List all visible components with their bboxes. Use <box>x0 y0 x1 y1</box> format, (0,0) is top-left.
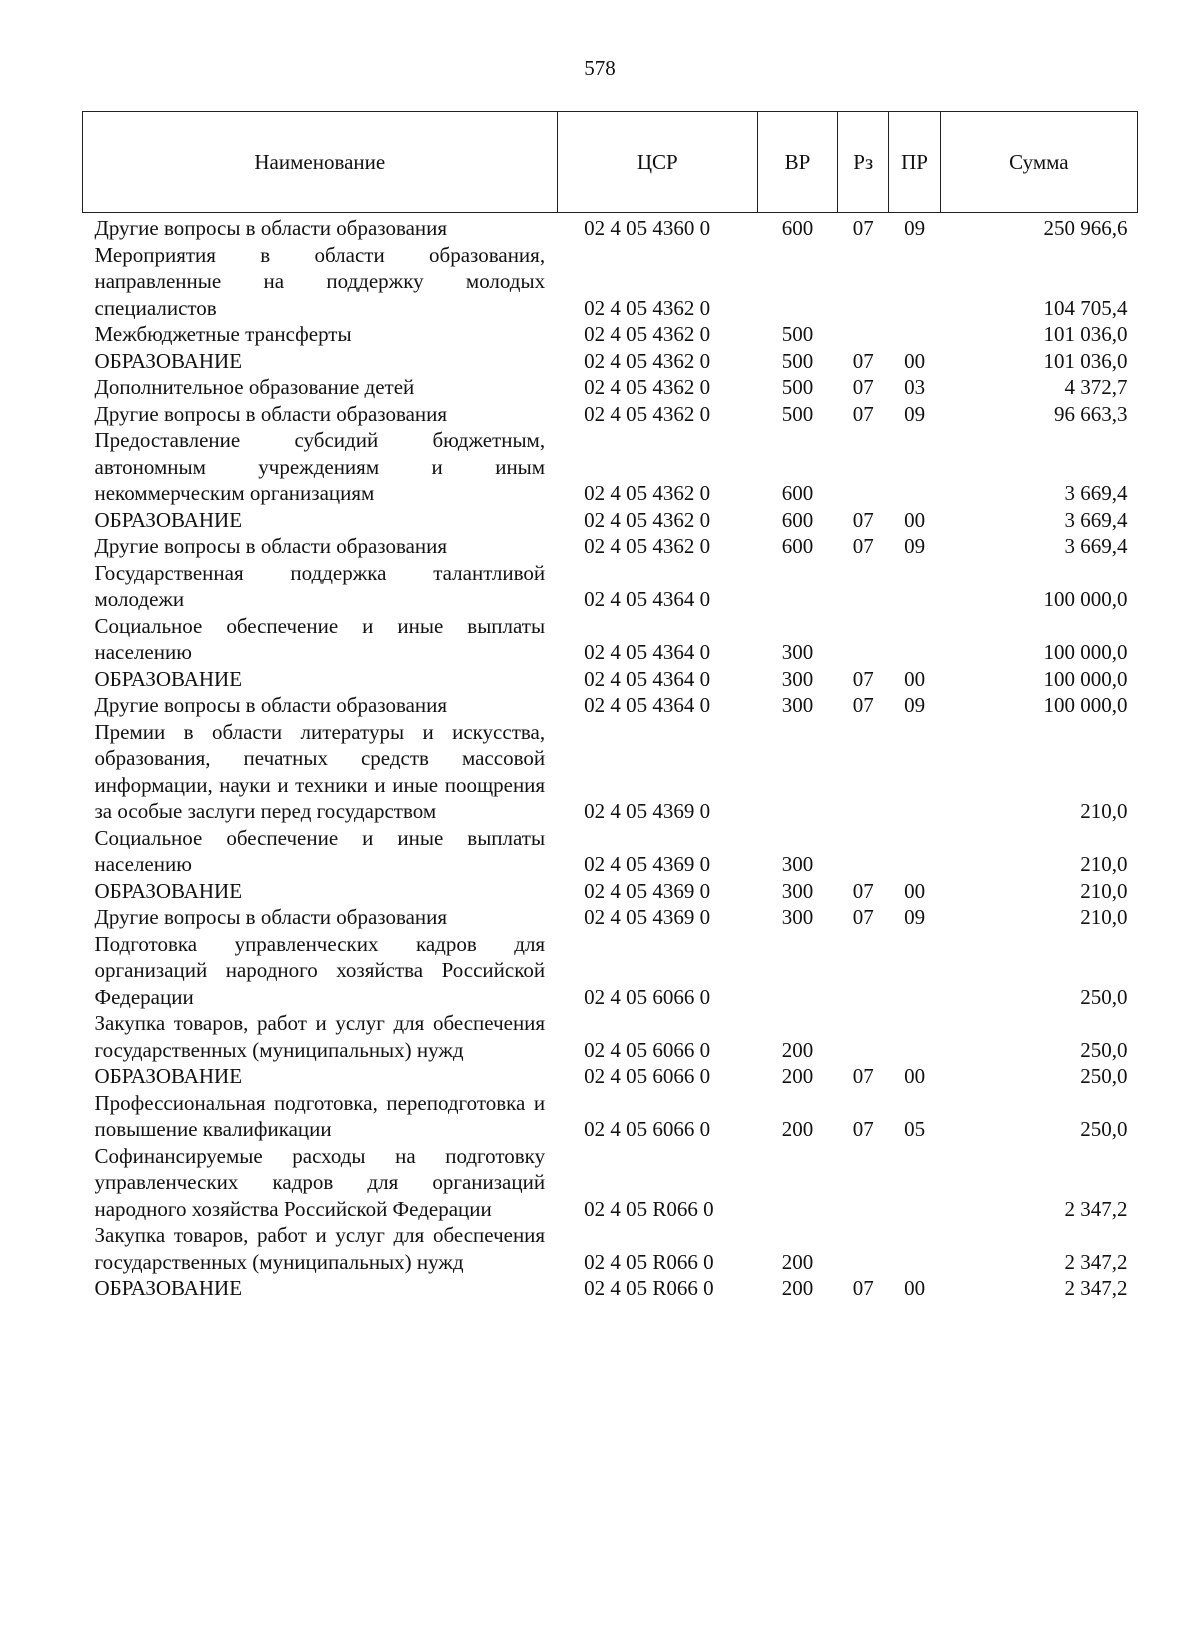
row-pr <box>889 825 940 878</box>
row-sum: 101 036,0 <box>1043 322 1128 346</box>
header-csr: ЦСР <box>557 112 757 213</box>
row-csr: 02 4 05 4364 0 <box>584 640 711 664</box>
table-row <box>83 533 1138 560</box>
row-pr: 00 <box>904 666 926 691</box>
row-name <box>83 878 558 905</box>
table-row <box>83 666 1138 693</box>
row-vr: 300 <box>781 878 814 903</box>
row-csr: 02 4 05 4369 0 <box>584 852 711 876</box>
row-name-text: Закупка товаров, работ и услуг для обеспечения государственных (муниципальных) нужд <box>94 1011 546 1062</box>
row-csr: 02 4 05 6066 0 <box>584 1037 711 1062</box>
row-vr <box>757 242 837 322</box>
row-vr: 200 <box>781 1117 814 1141</box>
row-vr: 500 <box>781 375 814 399</box>
row-name <box>83 1143 558 1223</box>
row-name <box>83 931 558 1011</box>
row-csr: 02 4 05 4362 0 <box>584 401 711 426</box>
row-pr: 09 <box>904 401 926 426</box>
table-header <box>83 112 1138 213</box>
row-csr: 02 4 05 4362 0 <box>584 507 711 532</box>
row-sum: 3 669,4 <box>1064 534 1128 558</box>
row-rz: 07 <box>852 1064 874 1088</box>
table-row <box>83 507 1138 534</box>
row-pr: 00 <box>904 1276 926 1300</box>
row-pr: 09 <box>904 216 926 240</box>
row-name-text: Межбюджетные трансферты <box>94 322 352 346</box>
row-csr: 02 4 05 R066 0 <box>584 1249 714 1274</box>
row-name <box>83 507 558 534</box>
row-vr: 500 <box>781 348 814 373</box>
row-csr: 02 4 05 4362 0 <box>584 481 711 505</box>
row-rz: 07 <box>852 216 874 240</box>
row-sum: 3 669,4 <box>1064 481 1128 505</box>
row-csr: 02 4 05 4362 0 <box>584 534 711 558</box>
row-vr: 300 <box>781 852 814 876</box>
table-row <box>83 1063 1138 1090</box>
row-rz <box>838 1010 889 1063</box>
row-csr: 02 4 05 4362 0 <box>584 295 711 320</box>
row-sum: 4 372,7 <box>1064 375 1128 399</box>
row-name-text: Другие вопросы в области образования <box>94 216 448 240</box>
row-rz: 07 <box>852 693 874 717</box>
row-rz <box>838 931 889 1011</box>
row-name-text: Социальное обеспечение и иные выплаты населению <box>94 825 546 876</box>
row-name <box>83 242 558 322</box>
row-name-text: Другие вопросы в области образования <box>94 905 448 929</box>
row-sum: 250,0 <box>1080 1117 1128 1141</box>
row-csr: 02 4 05 4362 0 <box>584 375 711 399</box>
row-name <box>83 904 558 931</box>
row-sum: 250,0 <box>1080 1064 1128 1088</box>
row-sum: 2 347,2 <box>1064 1196 1128 1221</box>
row-name-text: Профессиональная подготовка, переподготовка и повышение квалификации <box>94 1090 546 1141</box>
row-sum: 210,0 <box>1080 878 1128 903</box>
row-name-text: ОБРАЗОВАНИЕ <box>94 1276 243 1300</box>
table-row <box>83 213 1138 242</box>
row-pr <box>889 242 940 322</box>
row-vr: 200 <box>781 1037 814 1062</box>
row-rz <box>838 427 889 507</box>
row-vr <box>757 931 837 1011</box>
row-sum: 250,0 <box>1080 1037 1128 1062</box>
row-rz <box>838 242 889 322</box>
row-csr: 02 4 05 4364 0 <box>584 666 711 691</box>
row-csr: 02 4 05 4362 0 <box>584 322 711 346</box>
row-sum: 210,0 <box>1080 905 1128 929</box>
row-pr: 00 <box>904 348 926 373</box>
row-pr: 09 <box>904 534 926 558</box>
table-row <box>83 427 1138 507</box>
row-rz <box>838 321 889 348</box>
table-row <box>83 1090 1138 1143</box>
row-name-text: ОБРАЗОВАНИЕ <box>94 1064 243 1088</box>
row-sum: 250,0 <box>1080 984 1128 1009</box>
row-name-text: Другие вопросы в области образования <box>94 401 448 426</box>
row-name <box>83 1010 558 1063</box>
row-csr: 02 4 05 6066 0 <box>584 1117 711 1141</box>
row-sum: 100 000,0 <box>1043 693 1128 717</box>
header-sum: Сумма <box>940 112 1137 213</box>
table-row <box>83 1143 1138 1223</box>
row-rz <box>838 719 889 825</box>
row-vr: 300 <box>781 905 814 929</box>
table-row <box>83 719 1138 825</box>
row-sum: 101 036,0 <box>1043 348 1128 373</box>
table-row <box>83 692 1138 719</box>
row-sum: 96 663,3 <box>1054 401 1128 426</box>
row-name <box>83 1090 558 1143</box>
header-vr: ВР <box>757 112 837 213</box>
row-rz: 07 <box>852 348 874 373</box>
row-name-text: Государственная поддержка талантливой молодежи <box>94 560 546 611</box>
row-pr: 09 <box>904 693 926 717</box>
row-csr: 02 4 05 6066 0 <box>584 984 711 1009</box>
row-name <box>83 427 558 507</box>
row-name-text: Другие вопросы в области образования <box>94 693 448 717</box>
row-name-text: ОБРАЗОВАНИЕ <box>94 878 243 903</box>
row-name <box>83 613 558 666</box>
row-csr: 02 4 05 4360 0 <box>584 216 711 240</box>
row-sum: 104 705,4 <box>1043 295 1128 320</box>
row-rz: 07 <box>852 401 874 426</box>
row-vr: 200 <box>781 1064 814 1088</box>
row-sum: 2 347,2 <box>1064 1276 1128 1300</box>
row-csr: 02 4 05 4369 0 <box>584 905 711 929</box>
row-rz <box>838 825 889 878</box>
row-name <box>83 666 558 693</box>
row-pr: 05 <box>904 1117 926 1141</box>
row-rz: 07 <box>852 666 874 691</box>
row-csr: 02 4 05 R066 0 <box>584 1196 714 1221</box>
row-pr <box>889 321 940 348</box>
row-name-text: Закупка товаров, работ и услуг для обеспечения государственных (муниципальных) нужд <box>94 1223 546 1274</box>
row-pr <box>889 719 940 825</box>
row-name-text: Другие вопросы в области образования <box>94 534 448 558</box>
row-vr <box>757 560 837 613</box>
row-sum: 250 966,6 <box>1043 216 1128 240</box>
row-name <box>83 719 558 825</box>
row-name <box>83 321 558 348</box>
row-rz: 07 <box>852 878 874 903</box>
row-vr: 600 <box>781 534 814 558</box>
row-rz <box>838 1143 889 1223</box>
row-rz: 07 <box>852 507 874 532</box>
table-row <box>83 348 1138 375</box>
table-row <box>83 904 1138 931</box>
row-pr <box>889 613 940 666</box>
row-pr <box>889 1222 940 1275</box>
row-name <box>83 401 558 428</box>
row-rz: 07 <box>852 1117 874 1141</box>
row-name <box>83 1222 558 1275</box>
row-rz <box>838 1222 889 1275</box>
row-rz <box>838 560 889 613</box>
header-rz: Рз <box>838 112 889 213</box>
header-name: Наименование <box>83 112 558 213</box>
row-sum: 210,0 <box>1080 799 1128 823</box>
table-body <box>83 213 1138 1302</box>
row-name <box>83 825 558 878</box>
row-name-text: ОБРАЗОВАНИЕ <box>94 507 243 532</box>
row-name <box>83 692 558 719</box>
row-vr <box>757 719 837 825</box>
row-pr <box>889 1143 940 1223</box>
row-name-text: Премии в области литературы и искусства, образования, печатных средств массовой информации, науки и техники и иные поощрения за особые заслуги перед государством <box>94 719 546 823</box>
table-row <box>83 321 1138 348</box>
row-name-text: Социальное обеспечение и иные выплаты населению <box>94 613 546 664</box>
row-pr: 00 <box>904 878 926 903</box>
row-name-text: Мероприятия в области образования, направленные на поддержку молодых специалистов <box>94 242 546 320</box>
row-rz: 07 <box>852 534 874 558</box>
row-sum: 2 347,2 <box>1064 1249 1128 1274</box>
row-pr <box>889 931 940 1011</box>
row-pr <box>889 560 940 613</box>
row-csr: 02 4 05 4369 0 <box>584 799 711 823</box>
table-row <box>83 242 1138 322</box>
row-csr: 02 4 05 4362 0 <box>584 348 711 373</box>
row-vr: 500 <box>781 322 814 346</box>
row-sum: 3 669,4 <box>1064 507 1128 532</box>
table-row <box>83 560 1138 613</box>
row-name <box>83 374 558 401</box>
row-vr: 200 <box>781 1249 814 1274</box>
row-name <box>83 560 558 613</box>
row-name-text: Предоставление субсидий бюджетным, автономным учреждениям и иным некоммерческим организациям <box>94 428 546 505</box>
table-row <box>83 878 1138 905</box>
header-row <box>83 112 1138 213</box>
row-name-text: Подготовка управленческих кадров для организаций народного хозяйства Российской Федерации <box>94 931 546 1009</box>
row-vr: 600 <box>781 216 814 240</box>
row-rz: 07 <box>852 375 874 399</box>
table-row <box>83 1222 1138 1275</box>
table-row <box>83 1010 1138 1063</box>
row-vr <box>757 1143 837 1223</box>
table-row <box>83 931 1138 1011</box>
page-number: 578 <box>584 56 616 80</box>
table-row <box>83 1275 1138 1302</box>
row-pr: 09 <box>904 905 926 929</box>
row-pr: 00 <box>904 507 926 532</box>
row-name-text: Дополнительное образование детей <box>94 375 415 399</box>
row-vr: 200 <box>781 1276 814 1300</box>
row-vr: 600 <box>781 507 814 532</box>
budget-table <box>82 111 1138 1302</box>
row-pr: 03 <box>904 375 926 399</box>
row-csr: 02 4 05 R066 0 <box>584 1276 714 1300</box>
header-pr: ПР <box>889 112 940 213</box>
row-name <box>83 1063 558 1090</box>
row-sum: 210,0 <box>1080 852 1128 876</box>
row-pr <box>889 1010 940 1063</box>
row-name <box>83 213 558 242</box>
row-vr: 600 <box>781 481 814 505</box>
row-vr: 300 <box>781 640 814 664</box>
row-name <box>83 1275 558 1302</box>
row-name-text: ОБРАЗОВАНИЕ <box>94 666 243 691</box>
row-csr: 02 4 05 4369 0 <box>584 878 711 903</box>
row-csr: 02 4 05 4364 0 <box>584 587 711 611</box>
table-row <box>83 374 1138 401</box>
table-row <box>83 613 1138 666</box>
row-sum: 100 000,0 <box>1043 640 1128 664</box>
row-csr: 02 4 05 6066 0 <box>584 1064 711 1088</box>
row-rz: 07 <box>852 1276 874 1300</box>
row-rz: 07 <box>852 905 874 929</box>
table-row <box>83 825 1138 878</box>
row-vr: 300 <box>781 693 814 717</box>
row-csr: 02 4 05 4364 0 <box>584 693 711 717</box>
row-name-text: Софинансируемые расходы на подготовку управленческих кадров для организаций народного хозяйства Российской Федерации <box>94 1143 546 1221</box>
table-row <box>83 401 1138 428</box>
row-name-text: ОБРАЗОВАНИЕ <box>94 348 243 373</box>
row-name <box>83 348 558 375</box>
row-pr <box>889 427 940 507</box>
row-vr: 500 <box>781 401 814 426</box>
row-pr: 00 <box>904 1064 926 1088</box>
row-name <box>83 533 558 560</box>
row-rz <box>838 613 889 666</box>
row-sum: 100 000,0 <box>1043 666 1128 691</box>
row-vr: 300 <box>781 666 814 691</box>
row-sum: 100 000,0 <box>1043 587 1128 611</box>
